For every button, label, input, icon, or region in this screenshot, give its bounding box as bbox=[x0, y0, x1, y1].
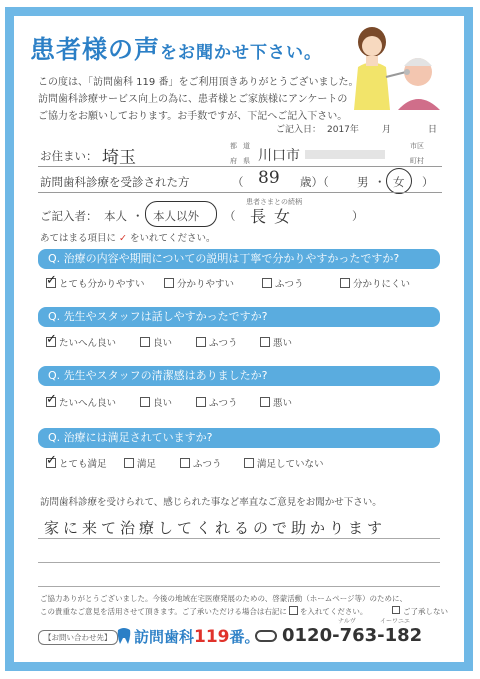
page-title bbox=[30, 30, 322, 66]
address-prefecture[interactable]: 埼玉 bbox=[102, 148, 136, 168]
date-month: 月 bbox=[382, 125, 392, 135]
brand-name: 訪問歯科119番。 bbox=[134, 627, 260, 647]
comment-line-3 bbox=[38, 586, 440, 587]
patient-age-unit: 歳）（ bbox=[300, 175, 329, 189]
checkbox-icon bbox=[289, 606, 298, 615]
date-day: 日 bbox=[428, 125, 438, 135]
checkbox-checked[interactable] bbox=[46, 458, 56, 468]
phone-ruby-1: ナルヴ bbox=[338, 618, 356, 625]
comment-prompt: 訪問歯科診療を受けられて、感じられた事など率直なご意見をお聞かせ下さい。 bbox=[40, 497, 382, 508]
relation-note: 患者さまとの続柄 bbox=[246, 198, 302, 206]
patient-dot: ・ bbox=[374, 175, 386, 189]
question-1-options bbox=[46, 276, 438, 290]
pref-mark-1: 都 bbox=[230, 142, 237, 150]
intro-line-1: この度は、「訪問歯科 119 番」をご利用頂きありがとうございました。 bbox=[38, 77, 359, 88]
female-circle-mark bbox=[386, 168, 412, 194]
city-mark-1: 市区 bbox=[410, 142, 424, 150]
comment-line-2 bbox=[38, 562, 440, 563]
intro-line-3: ご協力をお願いしております。お手数ですが、下記へご記入下さい。 bbox=[38, 111, 348, 122]
intro-line-2: 訪問歯科診療サービス向上の為に、患者様とご家族様にアンケートの bbox=[38, 94, 348, 105]
q2-option-1[interactable]: ✓ たいへん良い bbox=[46, 335, 116, 349]
footer-note-2: この貴重なご意見を活用させて頂きます。ご了承いただける場合は右記に を入れてください。 bbox=[40, 607, 368, 616]
address-underline bbox=[38, 166, 442, 167]
writer-open-paren: （ bbox=[224, 209, 236, 223]
checkbox[interactable] bbox=[244, 458, 254, 468]
writer-self[interactable]: 本人 bbox=[104, 209, 127, 223]
title-main: 患者様の声 bbox=[30, 35, 161, 64]
q4-option-4[interactable]: 満足していない bbox=[244, 456, 324, 470]
patient-underline bbox=[38, 192, 442, 193]
q4-option-1[interactable]: ✓ とても満足 bbox=[46, 456, 107, 470]
checkbox-checked[interactable] bbox=[46, 278, 56, 288]
other-circle-mark bbox=[145, 201, 217, 227]
phone-number[interactable]: 0120-763-182 bbox=[282, 625, 423, 646]
instruction-after: をいれてください。 bbox=[129, 233, 216, 244]
checkbox[interactable] bbox=[260, 337, 270, 347]
question-1-title: Q. 治療の内容や期間についての説明は丁寧で分かりやすかったですか? bbox=[38, 249, 440, 269]
q4-option-3[interactable]: ふつう bbox=[180, 456, 222, 470]
address-city[interactable]: 川口市 bbox=[258, 148, 300, 164]
check-mark-icon: ✓ bbox=[119, 233, 127, 244]
checkbox[interactable] bbox=[260, 397, 270, 407]
q3-option-2[interactable]: 良い bbox=[140, 395, 172, 409]
patient-male[interactable]: 男 bbox=[357, 175, 369, 189]
writer-relation[interactable]: 長女 bbox=[250, 207, 299, 226]
question-3-title: Q. 先生やスタッフの清潔感はありましたか? bbox=[38, 366, 440, 386]
writer-dot: ・ bbox=[132, 209, 144, 223]
checkbox[interactable] bbox=[262, 278, 272, 288]
q4-option-2[interactable]: 満足 bbox=[124, 456, 156, 470]
dentist-illustration bbox=[340, 22, 450, 110]
address-redaction bbox=[305, 150, 385, 159]
q2-option-2[interactable]: 良い bbox=[140, 335, 172, 349]
title-rest: をお聞かせ下さい。 bbox=[160, 43, 323, 63]
checkbox[interactable] bbox=[124, 458, 134, 468]
patient-female[interactable]: 女 bbox=[393, 175, 405, 189]
date-year: 2017年 bbox=[327, 125, 359, 135]
checkbox[interactable] bbox=[196, 337, 206, 347]
question-3-options bbox=[46, 395, 438, 409]
phone-ruby-2: イーワニエ bbox=[380, 618, 411, 625]
checkbox[interactable] bbox=[392, 606, 400, 614]
question-2-options bbox=[46, 335, 438, 349]
city-mark-2: 町村 bbox=[410, 157, 424, 165]
agree-option[interactable]: ご了承しない bbox=[392, 606, 448, 617]
q2-option-3[interactable]: ふつう bbox=[196, 335, 238, 349]
patient-open-paren: （ bbox=[232, 175, 244, 189]
tooth-logo-icon bbox=[116, 627, 132, 645]
patient-label: 訪問歯科診療を受診された方 bbox=[40, 175, 190, 189]
contact-label: 【お問い合わせ先】 bbox=[38, 630, 118, 645]
checkbox-checked[interactable] bbox=[46, 397, 56, 407]
checkbox[interactable] bbox=[340, 278, 350, 288]
pref-mark-2: 道 bbox=[243, 142, 250, 150]
q3-option-1[interactable]: ✓ たいへん良い bbox=[46, 395, 116, 409]
pref-mark-3: 府 bbox=[230, 157, 237, 165]
checkbox[interactable] bbox=[140, 397, 150, 407]
checkbox[interactable] bbox=[196, 397, 206, 407]
patient-close-paren: ） bbox=[422, 175, 434, 189]
checkbox[interactable] bbox=[140, 337, 150, 347]
writer-label: ご記入者： bbox=[40, 209, 98, 223]
q1-option-2[interactable]: 分かりやすい bbox=[164, 276, 234, 290]
footer-note-1: ご協力ありがとうございました。今後の地域在宅医療発展のための、啓蒙活動（ホームページ等）のために、 bbox=[40, 594, 408, 603]
question-4-options bbox=[46, 456, 438, 470]
address-label: お住まい： bbox=[40, 149, 98, 163]
writer-close-paren: ） bbox=[352, 209, 364, 223]
q2-option-4[interactable]: 悪い bbox=[260, 335, 292, 349]
instruction-text bbox=[40, 230, 216, 244]
checkbox[interactable] bbox=[164, 278, 174, 288]
comment-text[interactable]: 家に来て治療してくれるので助かります bbox=[44, 519, 387, 537]
q3-option-3[interactable]: ふつう bbox=[196, 395, 238, 409]
q3-option-4[interactable]: 悪い bbox=[260, 395, 292, 409]
q1-option-3[interactable]: ふつう bbox=[262, 276, 304, 290]
free-dial-icon bbox=[255, 630, 277, 642]
checkbox[interactable] bbox=[180, 458, 190, 468]
pref-mark-4: 県 bbox=[243, 157, 250, 165]
instruction-before: あてはまる項目に bbox=[40, 233, 117, 244]
comment-line-1 bbox=[38, 538, 440, 539]
q1-option-1[interactable]: ✓ とても分かりやすい bbox=[46, 276, 145, 290]
q1-option-4[interactable]: 分かりにくい bbox=[340, 276, 410, 290]
question-4-title: Q. 治療には満足されていますか? bbox=[38, 428, 440, 448]
checkbox-checked[interactable] bbox=[46, 337, 56, 347]
writer-other[interactable]: 本人以外 bbox=[153, 209, 199, 223]
patient-age[interactable]: 89 bbox=[258, 168, 280, 188]
date-label: ご記入日： bbox=[276, 125, 322, 135]
question-2-title: Q. 先生やスタッフは話しやすかったですか? bbox=[38, 307, 440, 327]
